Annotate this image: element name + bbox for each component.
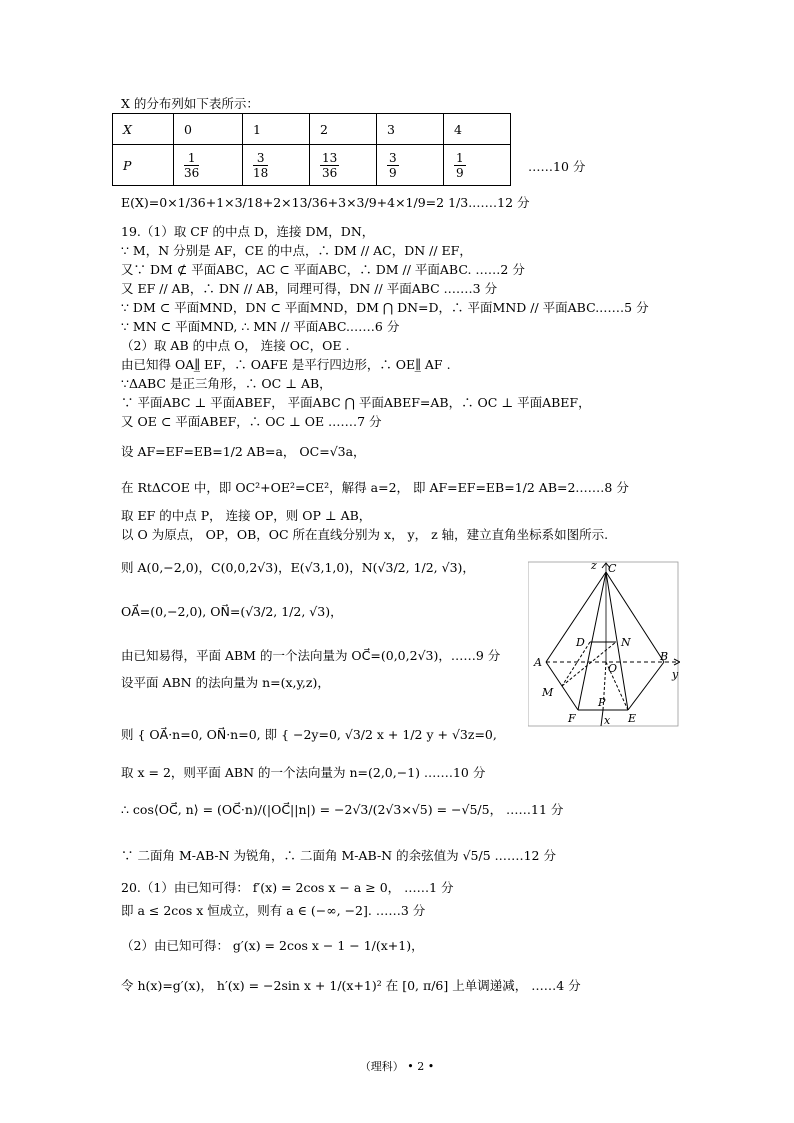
solution-line: ∵ DM ⊂ 平面MND，DN ⊂ 平面MND，DM ⋂ DN=D，∴ 平面MND // 平面ABC.……5 分	[121, 300, 649, 315]
label-d: D	[576, 636, 585, 649]
label-a: A	[534, 656, 542, 669]
table-cell: $\frac{3}{9}$	[377, 145, 444, 186]
solution-line: ∵ 二面角 M-AB-N 为锐角，∴ 二面角 M-AB-N 的余弦值为 √5/5 .……12 分	[121, 848, 556, 863]
solution-line: 以 O 为原点， OP，OB，OC 所在直线分别为 x， y， z 轴，建立直角坐标系如图所示.	[121, 527, 609, 542]
label-p: P	[598, 696, 606, 709]
solution-line: ∵ MN ⊂ 平面MND, ∴ MN // 平面ABC.……6 分	[121, 319, 400, 334]
solution-line: 由已知易得，平面 ABM 的一个法向量为 OC⃗=(0,0,2√3)，……9 分	[121, 648, 501, 663]
solution-line: ∵ 平面ABC ⊥ 平面ABEF， 平面ABC ⋂ 平面ABEF=AB，∴ OC ⊥ 平面ABEF，	[121, 395, 591, 410]
solution-line: 又 OE ⊂ 平面ABEF，∴ OC ⊥ OE .……7 分	[121, 414, 382, 429]
table-cell: 2	[310, 114, 377, 145]
solution-line: 取 x = 2，则平面 ABN 的一个法向量为 n=(2,0,−1) .……10 分	[121, 765, 486, 780]
distribution-table	[112, 113, 511, 186]
table-cell: 4	[444, 114, 511, 145]
table-cell: 0	[174, 114, 243, 145]
solution-line: （2）由已知可得： g′(x) = 2cos x − 1 − 1/(x+1)，	[121, 938, 424, 953]
solution-line: 取 EF 的中点 P， 连接 OP，则 OP ⊥ AB，	[121, 508, 372, 523]
table-row	[113, 145, 511, 186]
x-axis	[601, 710, 603, 726]
label-e: E	[628, 712, 637, 725]
edge-cb	[606, 572, 664, 662]
expectation-line: E(X)=0×1/36+1×3/18+2×13/36+3×3/9+4×1/9=2 1/3.……12 分	[121, 195, 530, 210]
table-cell: X	[113, 114, 174, 145]
page-footer: （理科） • 2 •	[359, 1060, 435, 1073]
label-c: C	[608, 562, 617, 575]
table-cell: 1	[243, 114, 310, 145]
table-score: ……10 分	[528, 159, 586, 174]
solution-line: 19.（1）取 CF 的中点 D，连接 DM，DN，	[121, 224, 375, 239]
table-cell: $\frac{3}{18}$	[243, 145, 310, 186]
label-y: y	[672, 668, 679, 681]
label-n: N	[621, 636, 631, 649]
pyramid-figure	[528, 560, 680, 730]
solution-line: 则 { OA⃗·n=0, ON⃗·n=0, 即 { −2y=0, √3/2 x + 1/2 y + √3z=0,	[121, 727, 497, 742]
solution-line: 设 AF=EF=EB=1/2 AB=a， OC=√3a，	[121, 444, 366, 459]
solution-line: 令 h(x)=g′(x)， h′(x) = −2sin x + 1/(x+1)² 在 [0, π/6] 上单调递减， ……4 分	[121, 978, 581, 993]
label-f: F	[568, 712, 576, 725]
solution-line: 在 RtΔCOE 中，即 OC²+OE²=CE²，解得 a=2， 即 AF=EF=EB=1/2 AB=2.……8 分	[121, 480, 629, 495]
table-cell: $\frac{13}{36}$	[310, 145, 377, 186]
table-cell: $\frac{1}{36}$	[174, 145, 243, 186]
table-row	[113, 114, 511, 145]
solution-line: 20.（1）由已知可得： f′(x) = 2cos x − a ≥ 0， ……1 分	[121, 880, 454, 895]
solution-line: 又 EF // AB，∴ DN // AB，同理可得，DN // 平面ABC .……3 分	[121, 281, 498, 296]
label-m: M	[542, 686, 554, 699]
label-z: z	[591, 560, 597, 572]
solution-line: 又∵ DM ⊄ 平面ABC，AC ⊂ 平面ABC，∴ DM // 平面ABC. ……2 分	[121, 262, 525, 277]
solution-line: 设平面 ABN 的法向量为 n=(x,y,z)，	[121, 675, 330, 690]
solution-line: （2）取 AB 的中点 O， 连接 OC，OE .	[121, 338, 350, 353]
solution-line: ∴ cos⟨OC⃗, n⟩ = (OC⃗·n)/(|OC⃗||n|) = −2√3/(2√3×√5) = −√5/5， ……11 分	[121, 802, 564, 817]
distribution-caption: X 的分布列如下表所示：	[121, 96, 259, 111]
label-o: O	[608, 662, 618, 675]
edge-eb	[628, 662, 664, 710]
solution-line: 由已知得 OA∥̲ EF，∴ OAFE 是平行四边形，∴ OE∥̲ AF .	[121, 357, 451, 372]
solution-line: OA⃗=(0,−2,0), ON⃗=(√3/2, 1/2, √3)，	[121, 604, 343, 619]
table-cell: P	[113, 145, 174, 186]
label-x: x	[604, 714, 611, 727]
label-b: B	[660, 650, 669, 663]
solution-line: 则 A(0,−2,0)，C(0,0,2√3)，E(√3,1,0)，N(√3/2, 1/2, √3)，	[121, 560, 475, 575]
solution-line: ∵ΔABC 是正三角形，∴ OC ⊥ AB，	[121, 376, 332, 391]
table-cell: $\frac{1}{9}$	[444, 145, 511, 186]
solution-line: ∵ M，N 分别是 AF，CE 的中点，∴ DM // AC，DN // EF，	[121, 243, 472, 258]
table-cell: 3	[377, 114, 444, 145]
solution-line: 即 a ≤ 2cos x 恒成立，则有 a ∈ (−∞, −2]. ……3 分	[121, 903, 426, 918]
